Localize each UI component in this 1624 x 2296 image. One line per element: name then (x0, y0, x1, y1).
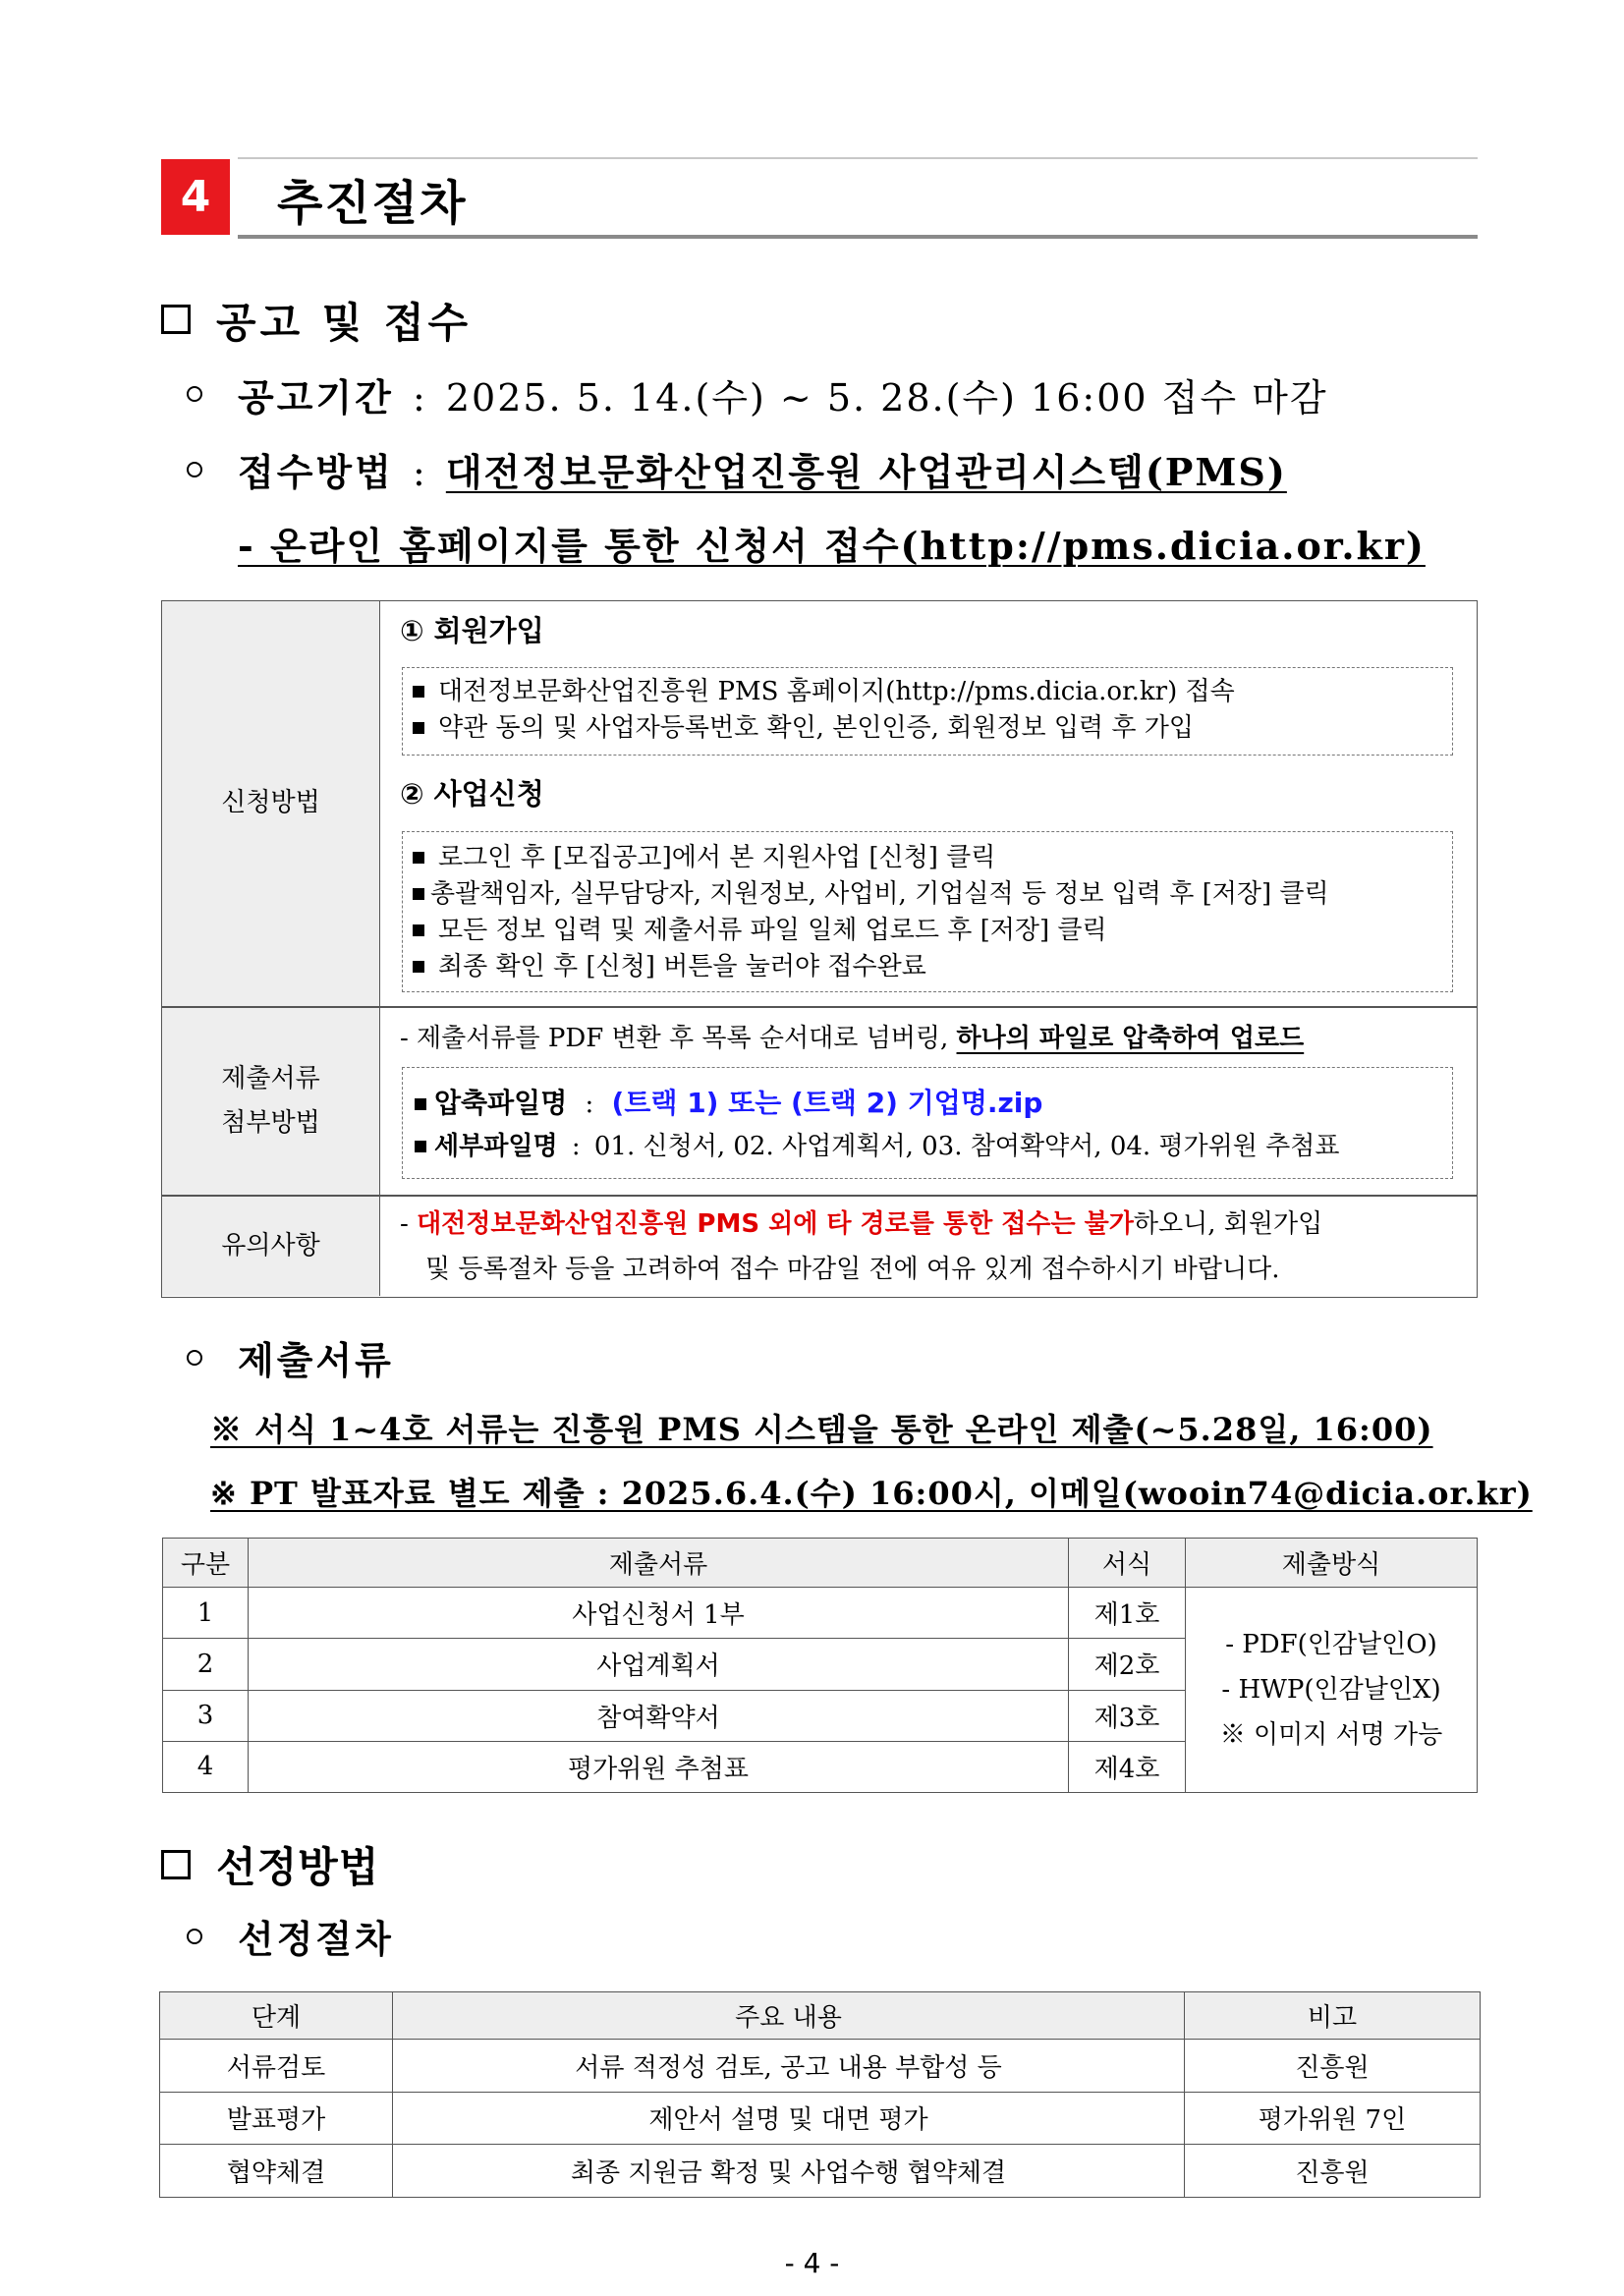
documents-note-1: ※ 서식 1~4호 서류는 진흥원 PMS 시스템을 통한 온라인 제출(~5.28일, 16:00) (210, 1411, 1433, 1448)
row-label-notice (162, 1197, 380, 1296)
list-item (403, 876, 1452, 913)
square-bullet-icon (161, 1850, 191, 1879)
square-bullet-icon (413, 961, 424, 973)
attach-line-prefix: - 제출서류를 PDF 변환 후 목록 순서대로 넘버링, (400, 1024, 957, 1053)
stage: 서류검토 (160, 2040, 393, 2093)
method-colon: : (412, 451, 427, 494)
col-header: 단계 (160, 1992, 393, 2040)
selection-sub-heading: 선정절차 (238, 1918, 394, 1961)
application-table (161, 600, 1478, 1298)
col-header: 주요 내용 (393, 1992, 1185, 2040)
stage: 협약체결 (160, 2145, 393, 2198)
col-header: 제출서류 (249, 1539, 1069, 1588)
square-bullet-icon (415, 1141, 426, 1152)
page-number: - 4 - (784, 2247, 840, 2279)
doc-form: 제4호 (1069, 1741, 1186, 1792)
doc-form: 제3호 (1069, 1690, 1186, 1741)
attach-line (400, 1018, 1304, 1054)
attach-cell (380, 1008, 1477, 1195)
table-header-row (160, 1992, 1481, 2040)
period-value: 2025. 5. 14.(수) ~ 5. 28.(수) 16:00 접수 마감 (445, 376, 1328, 420)
step1-box (402, 667, 1453, 756)
documents-heading: 제출서류 (238, 1339, 394, 1382)
section-top-rule (238, 157, 1478, 159)
period-line (238, 367, 1328, 421)
square-bullet-icon (413, 722, 424, 734)
method-label: 접수방법 (238, 451, 394, 494)
zip-value: (트랙 1) 또는 (트랙 2) 기업명.zip (611, 1087, 1043, 1119)
square-bullet-icon (413, 852, 424, 864)
col-header: 서식 (1069, 1539, 1186, 1588)
zip-label: 압축파일명 (434, 1087, 568, 1119)
row-label-notice-text: 유의사항 (221, 1230, 320, 1260)
step2-item-4: 최종 확인 후 [신청] 버튼을 눌러야 접수완료 (438, 952, 926, 981)
square-bullet-icon (413, 686, 424, 698)
section-number-badge: 4 (161, 159, 230, 235)
table-row (160, 2040, 1481, 2093)
stage-note: 진흥원 (1185, 2145, 1481, 2198)
notice-cell (380, 1197, 1477, 1296)
doc-name: 참여확약서 (249, 1690, 1069, 1741)
doc-name: 평가위원 추첨표 (249, 1741, 1069, 1792)
doc-no: 2 (163, 1639, 249, 1690)
doc-name: 사업계획서 (249, 1639, 1069, 1690)
list-item (403, 710, 1452, 747)
selection-heading: 선정방법 (216, 1843, 380, 1891)
notice-rest: 하오니, 회원가입 (1133, 1209, 1323, 1239)
list-item (403, 840, 1452, 876)
doc-form: 제1호 (1069, 1588, 1186, 1639)
doc-no: 3 (163, 1690, 249, 1741)
table-row (160, 2092, 1481, 2145)
list-item: 압축파일명 : (트랙 1) 또는 (트랙 2) 기업명.zip (403, 1082, 1452, 1125)
list-item (403, 674, 1452, 710)
row-label-attach-1: 제출서류 (221, 1063, 320, 1093)
square-bullet-icon (415, 1098, 426, 1110)
stage-content: 최종 지원금 확정 및 사업수행 협약체결 (393, 2145, 1185, 2198)
doc-name: 사업신청서 1부 (249, 1588, 1069, 1639)
stage-content: 제안서 설명 및 대면 평가 (393, 2092, 1185, 2145)
doc-no: 1 (163, 1588, 249, 1639)
method-line (238, 442, 1287, 496)
apply-cell (380, 601, 1477, 1006)
method-line-3: ※ 이미지 서명 가능 (1219, 1720, 1443, 1750)
row-label-apply (162, 601, 380, 1006)
circle-bullet-icon (187, 386, 202, 402)
step2-item-1: 로그인 후 [모집공고]에서 본 지원사업 [신청] 클릭 (438, 843, 996, 872)
col-header: 구분 (163, 1539, 249, 1588)
col-header: 제출방식 (1186, 1539, 1478, 1588)
list-item (403, 949, 1452, 985)
step2-item-2: 총괄책임자, 실무담당자, 지원정보, 사업비, 기업실적 등 정보 입력 후 [저장] 클릭 (430, 879, 1329, 909)
attach-box (402, 1067, 1453, 1179)
period-colon: : (412, 376, 427, 420)
table-header-row (163, 1539, 1478, 1588)
circle-bullet-icon (187, 462, 202, 477)
circle-bullet-icon (187, 1929, 202, 1944)
detail-value: 01. 신청서, 02. 사업계획서, 03. 참여확약서, 04. 평가위원 추첨표 (593, 1132, 1340, 1161)
detail-label: 세부파일명 (434, 1132, 558, 1161)
col-header: 비고 (1185, 1992, 1481, 2040)
row-label-apply-text: 신청방법 (221, 788, 320, 818)
square-bullet-icon (161, 305, 191, 334)
notice-line-1 (400, 1203, 1322, 1246)
notice-line-2: 및 등록절차 등을 고려하여 접수 마감일 전에 여유 있게 접수하시기 바랍니다. (425, 1255, 1280, 1284)
list-item: 세부파일명 : 01. 신청서, 02. 사업계획서, 03. 참여확약서, 04. 평가위원 추첨표 (403, 1125, 1452, 1168)
notice-red: 대전정보문화산업진흥원 PMS 외에 타 경로를 통한 접수는 불가 (417, 1209, 1134, 1239)
circle-bullet-icon (187, 1350, 202, 1366)
step2-item-3: 모든 정보 입력 및 제출서류 파일 일체 업로드 후 [저장] 클릭 (438, 916, 1107, 945)
doc-method (1186, 1588, 1478, 1793)
doc-form: 제2호 (1069, 1639, 1186, 1690)
stage-content: 서류 적정성 검토, 공고 내용 부합성 등 (393, 2040, 1185, 2093)
notice-dash: - (400, 1209, 418, 1239)
stage: 발표평가 (160, 2092, 393, 2145)
method-line-1: - PDF(인감날인O) (1225, 1630, 1437, 1659)
period-label: 공고기간 (238, 376, 394, 420)
documents-table (162, 1538, 1478, 1793)
documents-note-2: ※ PT 발표자료 별도 제출 : 2025.6.4.(수) 16:00시, 이메일(wooin74@dicia.or.kr) (210, 1475, 1533, 1512)
doc-no: 4 (163, 1741, 249, 1792)
list-item (403, 913, 1452, 949)
table-row (163, 1588, 1478, 1639)
table-row (160, 2145, 1481, 2198)
step1-item-2: 약관 동의 및 사업자등록번호 확인, 본인인증, 회원정보 입력 후 가입 (438, 713, 1195, 743)
row-label-attach (162, 1008, 380, 1195)
square-bullet-icon (413, 888, 424, 900)
stage-note: 평가위원 7인 (1185, 2092, 1481, 2145)
section-bottom-rule (238, 235, 1478, 239)
row-label-attach-2: 첨부방법 (221, 1108, 320, 1138)
selection-table (159, 1991, 1481, 2198)
step1-title: ① 회원가입 (400, 614, 544, 647)
stage-note: 진흥원 (1185, 2040, 1481, 2093)
section-title: 추진절차 (277, 176, 468, 231)
step1-item-1: 대전정보문화산업진흥원 PMS 홈페이지(http://pms.dicia.or.kr) 접속 (438, 677, 1235, 706)
method-value: 대전정보문화산업진흥원 사업관리시스템(PMS) (445, 450, 1287, 494)
step2-box (402, 831, 1453, 992)
method-sub: - 온라인 홈페이지를 통한 신청서 접수(http://pms.dicia.or.kr) (238, 524, 1426, 568)
attach-line-emph: 하나의 파일로 압축하여 업로드 (956, 1024, 1305, 1053)
square-bullet-icon (413, 924, 424, 936)
method-line-2: - HWP(인감날인X) (1221, 1675, 1441, 1705)
announce-heading: 공고 및 접수 (216, 299, 473, 347)
step2-title: ② 사업신청 (400, 777, 544, 811)
